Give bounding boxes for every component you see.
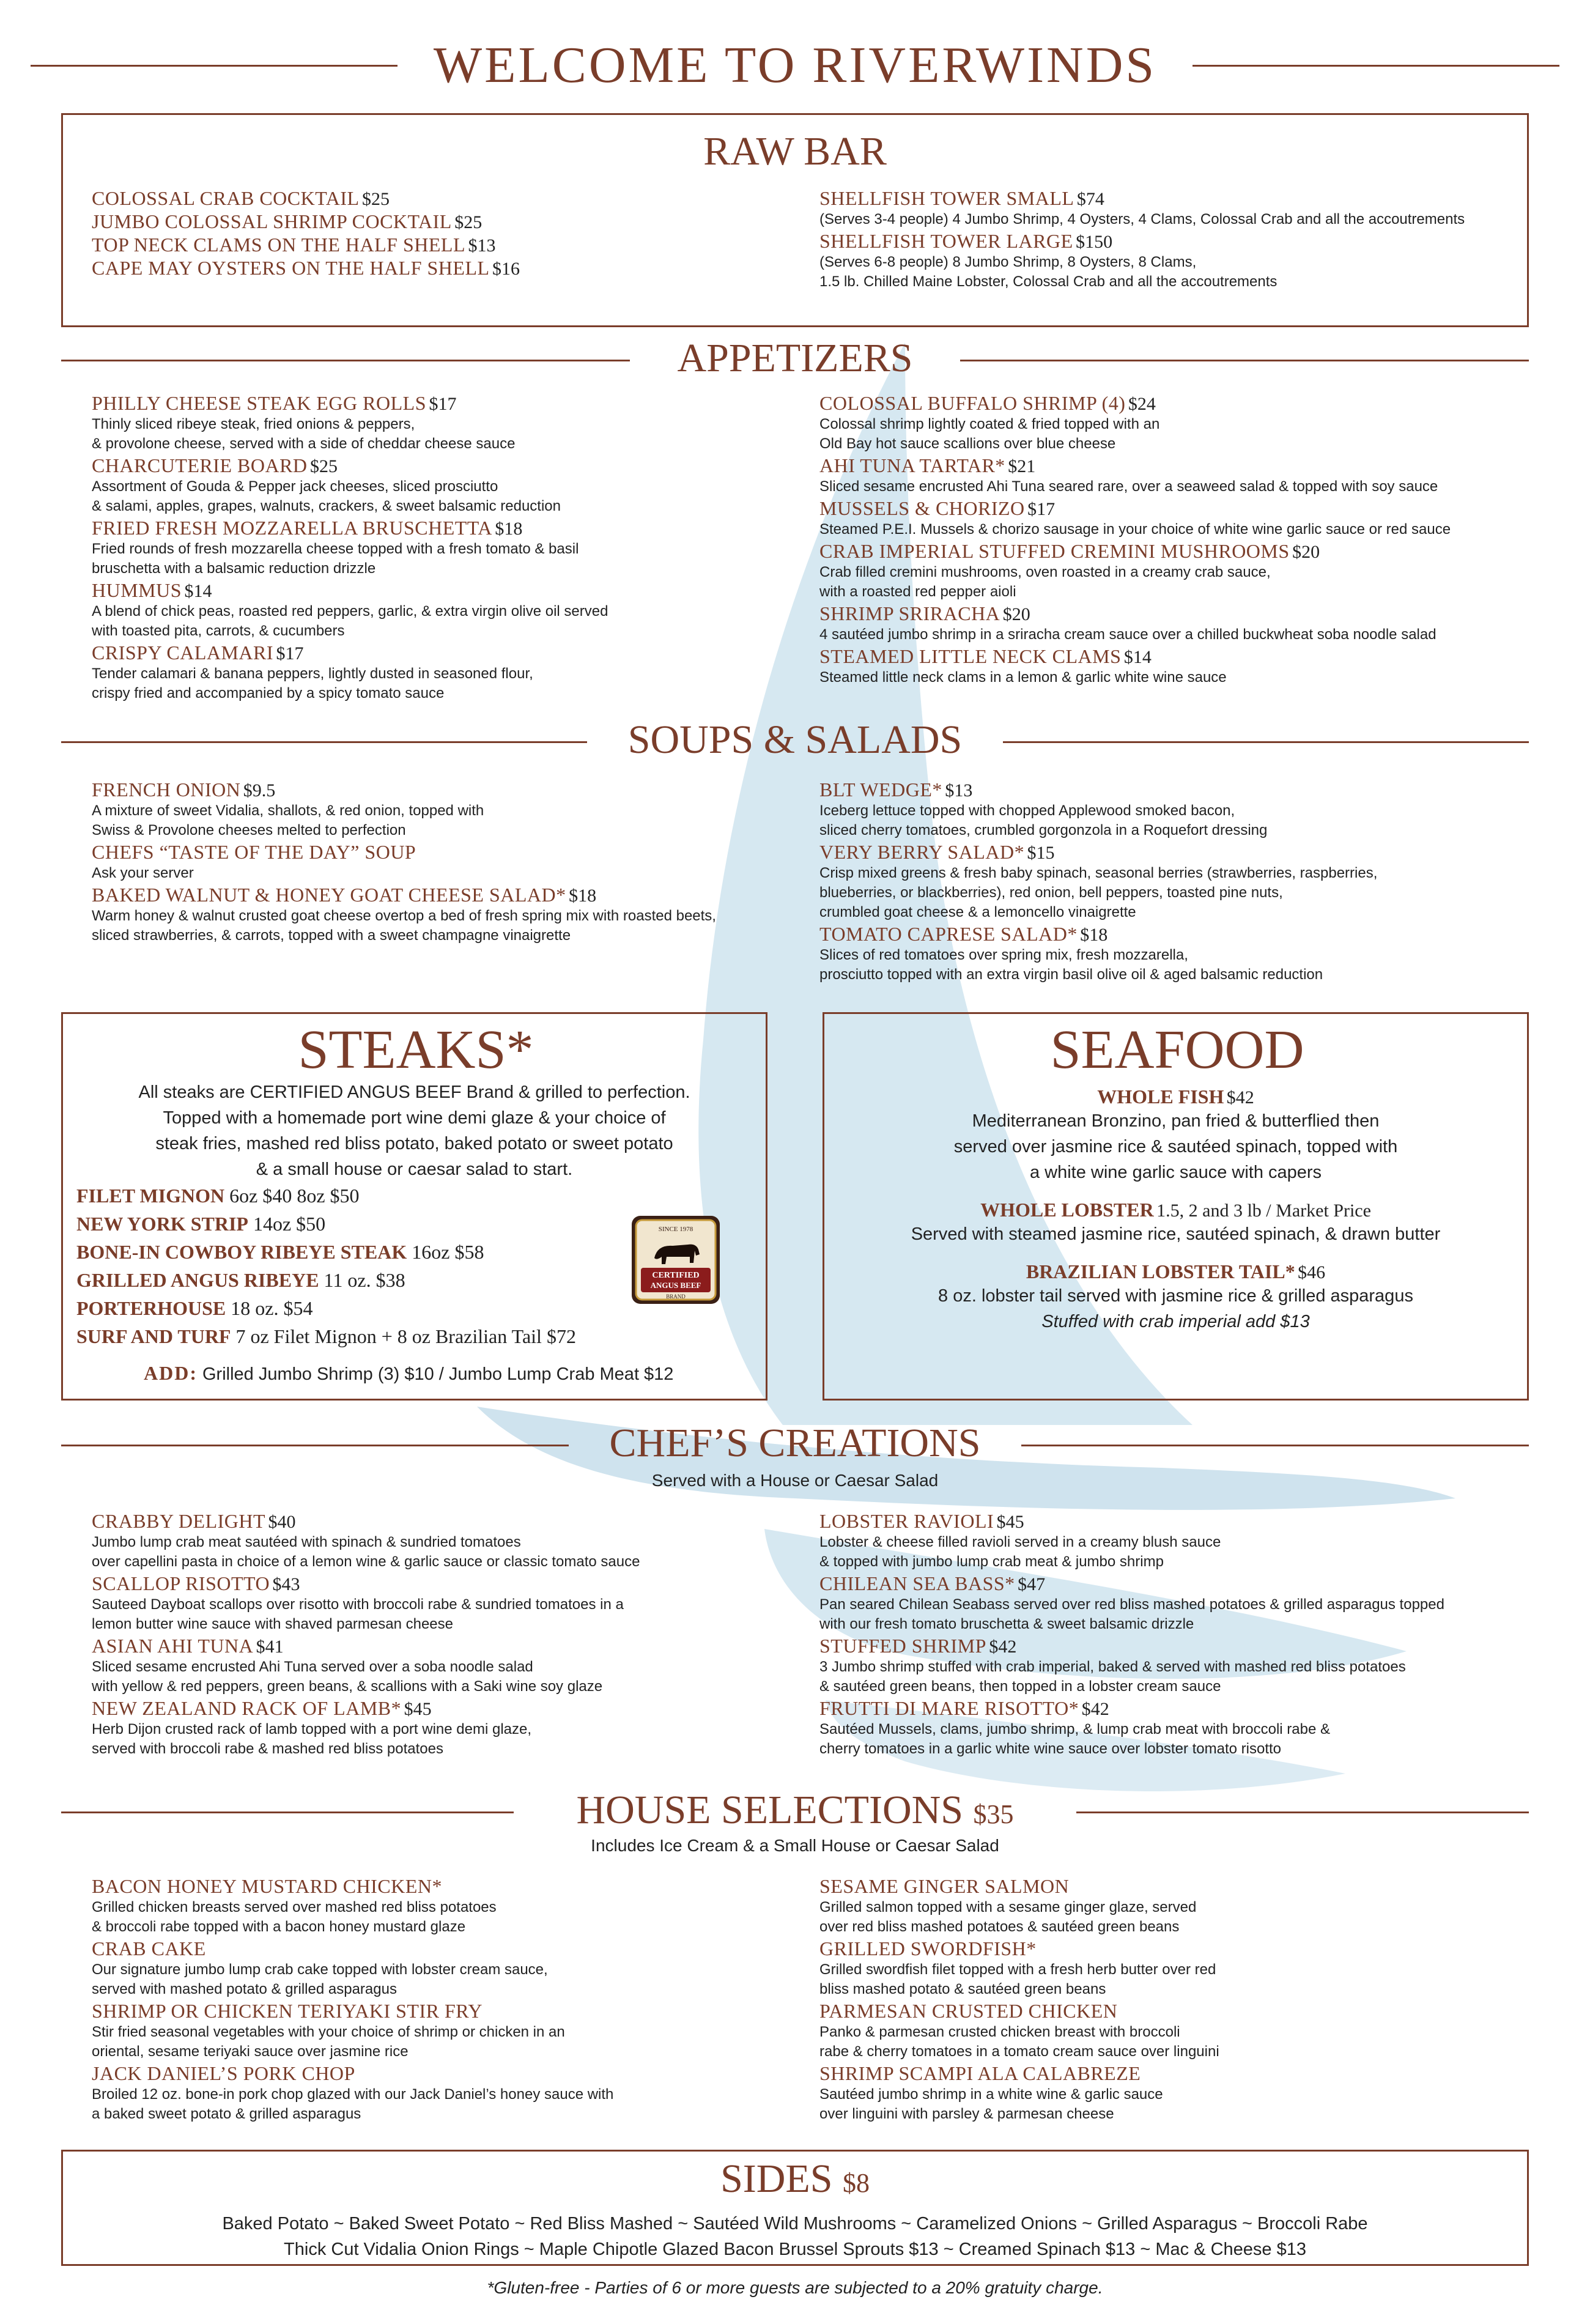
list-item: BLT WEDGE* $13 Iceberg lettuce topped with chopped Applewood smoked bacon, sliced cherry tomatoes, crumbled gorgonzola in a Roquefort dressing: [819, 779, 1268, 838]
list-item: CHEFS “TASTE OF THE DAY” SOUP Ask your server: [92, 841, 416, 881]
steaks-heading: STEAKS*: [298, 1020, 534, 1080]
list-item: CAPE MAY OYSTERS ON THE HALF SHELL $16: [92, 257, 520, 279]
list-item: STEAMED LITTLE NECK CLAMS $14 Steamed little neck clams in a lemon & garlic white wine sauce: [819, 645, 1227, 686]
list-item: STUFFED SHRIMP $42 3 Jumbo shrimp stuffed with crab imperial, baked & served with mashed red bliss potatoes & sautéed green beans, then topped in a lobster cream sauce: [819, 1635, 1406, 1695]
list-item: GRILLED ANGUS RIBEYE 11 oz. $38: [76, 1269, 405, 1291]
list-item: SHELLFISH TOWER LARGE $150 (Serves 6-8 people) 8 Jumbo Shrimp, 8 Oysters, 8 Clams, 1.5 lb. Chilled Maine Lobster, Colossal Crab and all the accoutrements: [819, 230, 1278, 290]
list-item: AHI TUNA TARTAR* $21 Sliced sesame encrusted Ahi Tuna seared rare, over a seaweed salad & topped with soy sauce: [819, 454, 1438, 495]
sides-heading-text: SIDES: [720, 2156, 833, 2201]
raw-bar-heading: RAW BAR: [703, 129, 887, 174]
soups-heading: SOUPS & SALADS: [627, 717, 963, 762]
house-price: $35: [973, 1799, 1014, 1829]
list-item: CRABBY DELIGHT $40 Jumbo lump crab meat sautéed with spinach & sundried tomatoes over capellini pasta in choice of a lemon wine & garlic sauce or classic tomato sauce: [92, 1510, 640, 1570]
list-item: COLOSSAL BUFFALO SHRIMP (4) $24 Colossal shrimp lightly coated & fried topped with an Old Bay hot sauce scallions over blue cheese: [819, 392, 1160, 452]
appetizers-rule-right: [960, 360, 1529, 361]
steaks-add: ADD: Grilled Jumbo Shrimp (3) $10 / Jumbo Lump Crab Meat $12: [144, 1362, 674, 1384]
list-item: FRENCH ONION $9.5 A mixture of sweet Vidalia, shallots, & red onion, topped with Swiss & Provolone cheeses melted to perfection: [92, 779, 484, 838]
house-right: [819, 1874, 1553, 2124]
chefs-right: [819, 1509, 1553, 1759]
list-item: TOP NECK CLAMS ON THE HALF SHELL $13: [92, 234, 496, 256]
seafood-heading: SEAFOOD: [1050, 1020, 1304, 1080]
appetizers-rule-left: [61, 360, 630, 361]
list-item: BAKED WALNUT & HONEY GOAT CHEESE SALAD* $18 Warm honey & walnut crusted goat cheese overtop a bed of fresh spring mix with roasted beets, sliced strawberries, & carrots, topped with a sweet champagne vinaigrette: [92, 884, 716, 944]
house-rule-left: [61, 1811, 514, 1813]
list-item: JACK DANIEL’S PORK CHOP Broiled 12 oz. bone-in pork chop glazed with our Jack Daniel’s honey sauce with a baked sweet potato & grilled asparagus: [92, 2062, 614, 2122]
title-rule-right: [1192, 65, 1559, 67]
appetizers-right: [819, 391, 1553, 687]
list-item: NEW ZEALAND RACK OF LAMB* $45 Herb Dijon crusted rack of lamb topped with a port wine demi glaze, served with broccoli rabe & mashed red bliss potatoes: [92, 1697, 532, 1757]
list-item: CHILEAN SEA BASS* $47 Pan seared Chilean Seabass served over red bliss mashed potatoes & grilled asparagus topped with our fresh tomato bruschetta & sweet balsamic drizzle: [819, 1572, 1444, 1632]
svg-text:ANGUS BEEF: ANGUS BEEF: [650, 1281, 701, 1290]
page-title: WELCOME TO RIVERWINDS: [433, 37, 1157, 94]
chefs-rule-right: [1021, 1445, 1529, 1446]
list-item: HUMMUS $14 A blend of chick peas, roasted red peppers, garlic, & extra virgin olive oil served with toasted pita, carrots, & cucumbers: [92, 579, 608, 639]
svg-text:SINCE 1978: SINCE 1978: [658, 1226, 693, 1233]
list-item: TOMATO CAPRESE SALAD* $18 Slices of red tomatoes over spring mix, fresh mozzarella, prosciutto topped with an extra virgin basil olive oil & aged balsamic reduction: [819, 923, 1323, 983]
house-left: [92, 1874, 813, 2124]
title-rule-left: [31, 65, 398, 67]
sides-line-1: Baked Potato ~ Baked Sweet Potato ~ Red Bliss Mashed ~ Sautéed Wild Mushrooms ~ Caramelized Onions ~ Grilled Asparagus ~ Broccoli Rabe: [222, 2214, 1368, 2233]
list-item: CHARCUTERIE BOARD $25 Assortment of Gouda & Pepper jack cheeses, sliced prosciutto & salami, apples, grapes, walnuts, crackers, & sweet balsamic reduction: [92, 454, 561, 514]
sides-price: $8: [842, 2168, 870, 2198]
list-item: PORTERHOUSE 18 oz. $54: [76, 1297, 313, 1319]
list-item: BONE-IN COWBOY RIBEYE STEAK 16oz $58: [76, 1241, 484, 1263]
list-item: GRILLED SWORDFISH* Grilled swordfish filet topped with a fresh herb butter over red bliss mashed potato & sautéed green beans: [819, 1937, 1216, 1997]
list-item: WHOLE FISH $42 Mediterranean Bronzino, pan fried & butterflied then served over jasmine rice & sautéed spinach, topped with a white wine garlic sauce with capers: [953, 1086, 1398, 1182]
list-item: SESAME GINGER SALMON Grilled salmon topped with a sesame ginger glaze, served over red bliss mashed potatoes & sautéed green beans: [819, 1875, 1197, 1935]
list-item: BACON HONEY MUSTARD CHICKEN* Grilled chicken breasts served over mashed red bliss potatoes & broccoli rabe topped with a bacon honey mustard glaze: [92, 1875, 497, 1935]
list-item: JUMBO COLOSSAL SHRIMP COCKTAIL $25: [92, 210, 483, 232]
soups-rule-right: [1003, 741, 1529, 743]
soups-left: [92, 778, 813, 946]
list-item: LOBSTER RAVIOLI $45 Lobster & cheese filled ravioli served in a creamy blush sauce & topped with jumbo lump crab meat & jumbo shrimp: [819, 1510, 1221, 1570]
list-item: CRISPY CALAMARI $17 Tender calamari & banana peppers, lightly dusted in seasoned flour, crispy fried and accompanied by a spicy tomato sauce: [92, 642, 533, 701]
list-item: WHOLE LOBSTER 1.5, 2 and 3 lb / Market Price Served with steamed jasmine rice, sautéed spinach, & drawn butter: [911, 1199, 1441, 1244]
list-item: SHELLFISH TOWER SMALL $74 (Serves 3-4 people) 4 Jumbo Shrimp, 4 Oysters, 4 Clams, Colossal Crab and all the accoutrements: [819, 187, 1465, 228]
list-item: FRUTTI DI MARE RISOTTO* $42 Sautéed Mussels, clams, jumbo shrimp, & lump crab meat with broccoli rabe & cherry tomatoes in a garlic white wine sauce over lobster tomato risotto: [819, 1697, 1330, 1757]
list-item: ASIAN AHI TUNA $41 Sliced sesame encrusted Ahi Tuna served over a soba noodle salad with yellow & red peppers, green beans, & scallions with a Saki wine soy glaze: [92, 1635, 603, 1695]
appetizers-left: [92, 391, 813, 703]
list-item: PHILLY CHEESE STEAK EGG ROLLS $17 Thinly sliced ribeye steak, fried onions & peppers, & provolone cheese, served with a side of cheddar cheese sauce: [92, 392, 516, 452]
seafood-list: [841, 1086, 1511, 1334]
steaks-intro: All steaks are CERTIFIED ANGUS BEEF Brand & grilled to perfection. Topped with a homemade port wine demi glaze & your choice of steak fries, mashed red bliss potato, baked potato or sweet potato & a small house or caesar salad to start.: [138, 1082, 690, 1179]
list-item: PARMESAN CRUSTED CHICKEN Panko & parmesan crusted chicken breast with broccoli rabe & cherry tomatoes in a tomato cream sauce over linguini: [819, 2000, 1219, 2060]
list-item: COLOSSAL CRAB COCKTAIL $25: [92, 187, 390, 209]
certified-angus-beef-logo: [630, 1214, 722, 1306]
house-heading: [514, 1787, 1076, 1834]
soups-rule-left: [61, 741, 587, 743]
list-item: SHRIMP OR CHICKEN TERIYAKI STIR FRY Stir fried seasonal vegetables with your choice of shrimp or chicken in an oriental, sesame teriyaki sauce over jasmine rice: [92, 2000, 565, 2060]
list-item: FRIED FRESH MOZZARELLA BRUSCHETTA $18 Fried rounds of fresh mozzarella cheese topped with a fresh tomato & basil bruschetta with a balsamic reduction drizzle: [92, 517, 579, 577]
house-rule-right: [1076, 1811, 1529, 1813]
raw-bar-left: [92, 187, 795, 279]
house-heading-text: HOUSE SELECTIONS: [576, 1788, 963, 1832]
list-item: MUSSELS & CHORIZO $17 Steamed P.E.I. Mussels & chorizo sausage in your choice of white wine garlic sauce or red sauce: [819, 497, 1451, 538]
list-item: SHRIMP SRIRACHA $20 4 sautéed jumbo shrimp in a sriracha cream sauce over a chilled buckwheat soba noodle salad: [819, 602, 1437, 643]
list-item: NEW YORK STRIP 14oz $50: [76, 1213, 326, 1235]
chefs-rule-left: [61, 1445, 569, 1446]
footer-note: *Gluten-free - Parties of 6 or more guests are subjected to a 20% gratuity charge.: [487, 2278, 1103, 2297]
chefs-heading: CHEF’S CREATIONS: [609, 1421, 981, 1465]
soups-right: [819, 778, 1553, 985]
list-item: VERY BERRY SALAD* $15 Crisp mixed greens & fresh baby spinach, seasonal berries (strawberries, raspberries, blueberries, or blackberries), red onion, bell peppers, toasted pine nuts, crumbled goat cheese & a lemoncello vinaigrette: [819, 841, 1378, 920]
chefs-left: [92, 1509, 813, 1759]
list-item: SHRIMP SCAMPI ALA CALABREZE Sautéed jumbo shrimp in a white wine & garlic sauce over linguini with parsley & parmesan cheese: [819, 2062, 1163, 2122]
list-item: SURF AND TURF 7 oz Filet Mignon + 8 oz Brazilian Tail $72: [76, 1325, 576, 1347]
list-item: CRAB IMPERIAL STUFFED CREMINI MUSHROOMS $20 Crab filled cremini mushrooms, oven roasted in a creamy crab sauce, with a roasted red pepper aioli: [819, 540, 1320, 600]
sides-line-2: Thick Cut Vidalia Onion Rings ~ Maple Chipotle Glazed Bacon Brussel Sprouts $13 ~ Creamed Spinach $13 ~ Mac & Cheese $13: [284, 2240, 1306, 2259]
list-item: SCALLOP RISOTTO $43 Sauteed Dayboat scallops over risotto with broccoli rabe & sundried tomatoes in a lemon butter wine sauce with shaved parmesan cheese: [92, 1572, 624, 1632]
appetizers-heading: APPETIZERS: [677, 336, 913, 380]
svg-text:CERTIFIED: CERTIFIED: [652, 1271, 700, 1280]
list-item: BRAZILIAN LOBSTER TAIL* $46 8 oz. lobster tail served with jasmine rice & grilled asparagus Stuffed with crab imperial add $13: [938, 1260, 1413, 1331]
house-subtitle: Includes Ice Cream & a Small House or Caesar Salad: [591, 1836, 999, 1855]
list-item: FILET MIGNON 6oz $40 8oz $50: [76, 1185, 360, 1207]
chefs-subtitle: Served with a House or Caesar Salad: [651, 1471, 939, 1490]
list-item: CRAB CAKE Our signature jumbo lump crab cake topped with lobster cream sauce, served with mashed potato & grilled asparagus: [92, 1937, 548, 1997]
sides-heading: [612, 2156, 978, 2202]
svg-text:BRAND: BRAND: [666, 1293, 686, 1300]
raw-bar-right: [819, 187, 1511, 292]
